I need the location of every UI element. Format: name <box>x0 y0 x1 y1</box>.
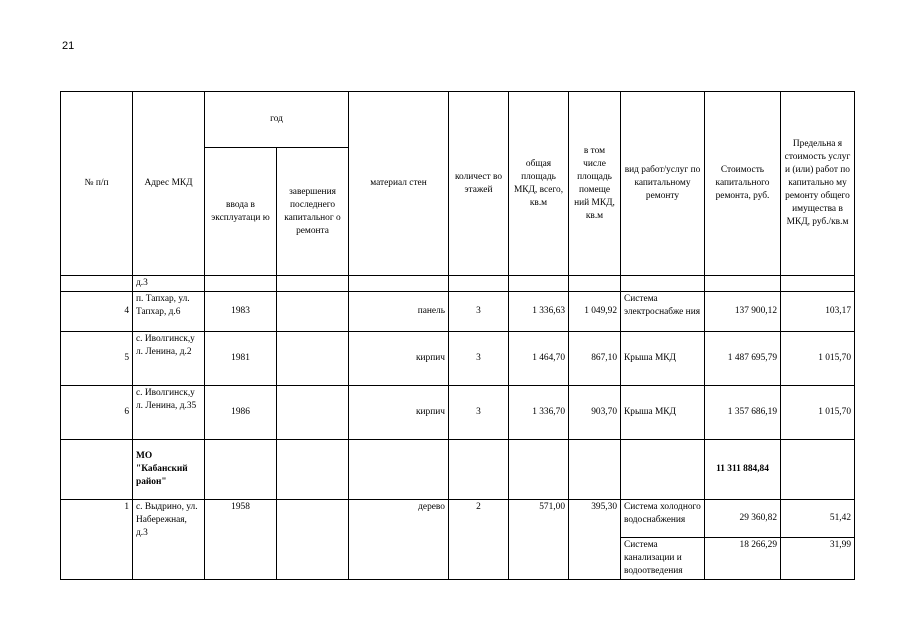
table-row: Система канализации и водоотведения 18 266,29 31,99 <box>61 538 855 580</box>
header-num: № п/п <box>61 92 133 276</box>
district-name: МО "Кабанский район" <box>133 440 205 500</box>
header-premises-area: в том числе площадь помеще ний МКД, кв.м <box>569 92 621 276</box>
header-floors: количест во этажей <box>449 92 509 276</box>
header-cost: Стоимость капитального ремонта, руб. <box>705 92 781 276</box>
district-total: 11 311 884,84 <box>705 440 781 500</box>
header-year: год <box>205 92 349 148</box>
header-year-commission: ввода в эксплуатаци ю <box>205 148 277 276</box>
table-row: 4 п. Тапхар, ул. Тапхар, д.6 1983 панель 3 1 336,63 1 049,92 Система электроснабже ния 137 900,12 103,17 <box>61 292 855 332</box>
table-row: 5 с. Иволгинск,у л. Ленина, д.2 1981 кирпич 3 1 464,70 867,10 Крыша МКД 1 487 695,79 1 015,70 <box>61 332 855 386</box>
header-max-cost: Предельна я стоимость услуг и (или) работ по капитально му ремонту общего имущества в МКД, руб./кв.м <box>781 92 855 276</box>
address-cell: д.3 <box>133 276 205 292</box>
header-total-area: общая площадь МКД, всего, кв.м <box>509 92 569 276</box>
header-work-type: вид работ/услуг по капитальному ремонту <box>621 92 705 276</box>
table-row: 6 с. Иволгинск,у л. Ленина, д.35 1986 кирпич 3 1 336,70 903,70 Крыша МКД 1 357 686,19 1 015,70 <box>61 386 855 440</box>
header-year-last-repair: завершения последнего капитальног о ремонта <box>277 148 349 276</box>
page-number: 21 <box>62 40 75 52</box>
table-row <box>61 276 855 292</box>
repair-table <box>60 91 855 580</box>
district-row <box>61 440 855 500</box>
header-wall-material: материал стен <box>349 92 449 276</box>
table-row: 1 с. Выдрино, ул. Набережная, д.3 1958 дерево 2 571,00 395,30 Система холодного водоснабжения 29 360,82 51,42 <box>61 500 855 538</box>
header-address: Адрес МКД <box>133 92 205 276</box>
